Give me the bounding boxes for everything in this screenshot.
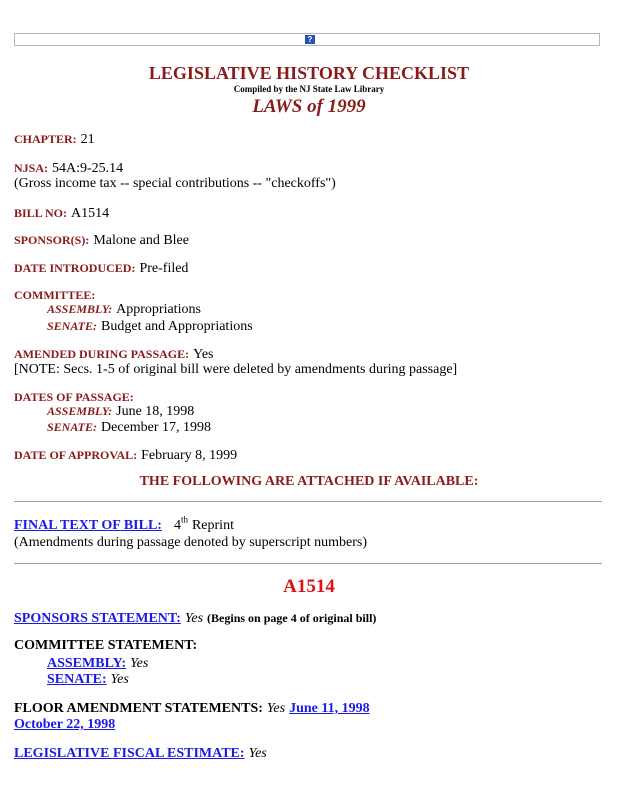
approval-label: DATE OF APPROVAL: <box>14 448 138 462</box>
floor-amendment-link-june[interactable]: June 11, 1998 <box>289 701 370 716</box>
chapter-value: 21 <box>80 132 95 147</box>
approval-row <box>14 446 237 464</box>
njsa-label: NJSA: <box>14 161 49 175</box>
njsa-value: 54A:9-25.14 <box>52 161 124 176</box>
passage-senate-label: SENATE: <box>47 420 98 434</box>
bill-label: BILL NO: <box>14 206 68 220</box>
njsa-note: (Gross income tax -- special contributions -- "checkoffs") <box>14 176 336 191</box>
committee-statement-senate-link[interactable]: SENATE: <box>47 672 107 687</box>
passage-senate-value: December 17, 1998 <box>101 420 212 435</box>
passage-assembly-label: ASSEMBLY: <box>47 404 113 418</box>
committee-label: COMMITTEE: <box>14 288 96 302</box>
sponsors-statement-link[interactable]: SPONSORS STATEMENT: <box>14 611 181 626</box>
final-text-note: (Amendments during passage denoted by superscript numbers) <box>14 535 368 550</box>
bill-value: A1514 <box>71 206 110 221</box>
amended-label: AMENDED DURING PASSAGE: <box>14 347 190 361</box>
divider-1 <box>14 501 602 502</box>
amended-note: [NOTE: Secs. 1-5 of original bill were deleted by amendments during passage] <box>14 362 458 377</box>
sponsors-statement-value: Yes <box>184 611 204 626</box>
introduced-row <box>14 259 188 277</box>
reprint-number: 4 <box>173 518 181 533</box>
committee-senate-value: Budget and Appropriations <box>101 319 253 334</box>
introduced-label: DATE INTRODUCED: <box>14 261 136 275</box>
chapter-row <box>14 130 95 148</box>
compiled-by: Compiled by the NJ State Law Library <box>233 84 385 94</box>
sponsors-value: Malone and Blee <box>93 233 189 248</box>
amended-row <box>14 345 214 363</box>
fiscal-estimate-row <box>14 744 267 762</box>
chapter-label: CHAPTER: <box>14 132 77 146</box>
bill-heading: A1514 <box>283 576 335 597</box>
top-frame-bar <box>14 33 600 46</box>
passage-assembly-value: June 18, 1998 <box>116 404 195 419</box>
floor-amendment-label: FLOOR AMENDMENT STATEMENTS: <box>14 701 263 716</box>
sponsors-row <box>14 231 189 249</box>
amended-value: Yes <box>193 347 214 362</box>
floor-amendment-link-october[interactable]: October 22, 1998 <box>14 717 116 732</box>
approval-value: February 8, 1999 <box>141 448 238 463</box>
sponsors-label: SPONSOR(S): <box>14 233 90 247</box>
passage-senate-row <box>47 418 211 436</box>
floor-amendment-value: Yes <box>266 701 286 716</box>
njsa-row <box>14 159 123 177</box>
committee-assembly-value: Appropriations <box>116 302 201 317</box>
attached-heading: THE FOLLOWING ARE ATTACHED IF AVAILABLE: <box>139 474 479 489</box>
floor-amendment-row-2 <box>14 715 115 733</box>
divider-2 <box>14 563 602 564</box>
committee-assembly-row <box>47 300 201 318</box>
committee-statement-senate-value: Yes <box>110 672 129 687</box>
committee-assembly-label: ASSEMBLY: <box>47 302 113 316</box>
page-title: LEGISLATIVE HISTORY CHECKLIST <box>148 63 470 83</box>
final-text-row <box>14 516 234 534</box>
committee-statement-senate-row <box>47 670 129 688</box>
reprint-word: Reprint <box>191 518 234 533</box>
introduced-value: Pre-filed <box>139 261 189 276</box>
question-icon[interactable]: ? <box>305 35 315 44</box>
sponsors-statement-row <box>14 609 376 627</box>
reprint-superscript: th <box>180 514 188 525</box>
committee-statement-label: COMMITTEE STATEMENT: <box>14 638 198 653</box>
fiscal-estimate-link[interactable]: LEGISLATIVE FISCAL ESTIMATE: <box>14 746 245 761</box>
committee-senate-row <box>47 317 253 335</box>
committee-senate-label: SENATE: <box>47 319 98 333</box>
committee-statement-assembly-link[interactable]: ASSEMBLY: <box>47 656 127 671</box>
fiscal-estimate-value: Yes <box>248 746 267 761</box>
sponsors-statement-note: (Begins on page 4 of original bill) <box>207 611 377 625</box>
final-text-link[interactable]: FINAL TEXT OF BILL: <box>14 518 162 533</box>
bill-row <box>14 204 109 222</box>
laws-year: LAWS of 1999 <box>252 96 366 117</box>
passage-label: DATES OF PASSAGE: <box>14 390 134 404</box>
committee-statement-assembly-value: Yes <box>130 656 149 671</box>
